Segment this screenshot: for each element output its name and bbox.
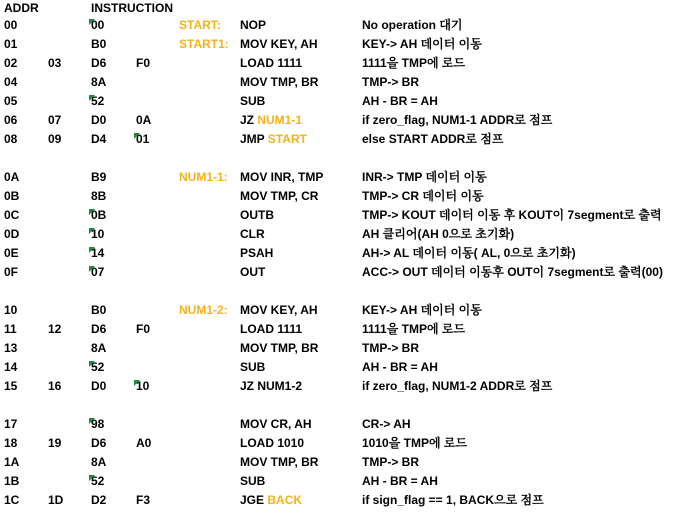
addr-cell[interactable]: 05 xyxy=(4,94,18,108)
opcode-cell[interactable]: 8A xyxy=(91,455,107,469)
description-cell[interactable]: AH - BR = AH xyxy=(362,474,438,488)
operand-cell[interactable]: 10 xyxy=(136,379,150,393)
addr-cell[interactable]: 0A xyxy=(4,170,20,184)
opcode-cell[interactable]: 8A xyxy=(91,75,107,89)
table-row xyxy=(0,54,683,73)
opcode-cell[interactable]: 07 xyxy=(91,265,105,279)
header-instruction: INSTRUCTION xyxy=(91,1,173,15)
addr2-cell[interactable]: 16 xyxy=(48,379,62,393)
description-cell[interactable]: AH - BR = AH xyxy=(362,94,438,108)
table-row xyxy=(0,434,683,453)
opcode-cell[interactable]: D6 xyxy=(91,322,107,336)
description-cell[interactable]: if zero_flag, NUM1-2 ADDR로 점프 xyxy=(362,379,553,393)
header-addr: ADDR xyxy=(4,1,39,15)
table-row xyxy=(0,16,683,35)
label-cell[interactable]: START: xyxy=(179,18,221,32)
addr-cell[interactable]: 1A xyxy=(4,455,20,469)
table-row xyxy=(0,358,683,377)
addr-cell[interactable]: 0B xyxy=(4,189,20,203)
addr2-cell[interactable]: 07 xyxy=(48,113,62,127)
description-cell[interactable]: TMP-> BR xyxy=(362,455,419,469)
instruction-cell[interactable]: MOV TMP, BR xyxy=(240,75,319,89)
opcode-cell[interactable]: 52 xyxy=(91,474,105,488)
operand-cell[interactable]: 0A xyxy=(136,113,152,127)
instruction-target-label: NUM1-1 xyxy=(257,113,303,127)
opcode-cell[interactable]: 52 xyxy=(91,94,105,108)
description-cell[interactable]: TMP-> KOUT 데이터 이동 후 KOUT이 7segment로 출력 xyxy=(362,208,662,222)
instruction-cell[interactable]: LOAD 1111 xyxy=(240,322,303,336)
instruction-cell[interactable]: OUTB xyxy=(240,208,274,222)
opcode-cell[interactable]: D6 xyxy=(91,56,107,70)
label-cell[interactable]: NUM1-1: xyxy=(179,170,228,184)
instruction-cell[interactable]: MOV TMP, BR xyxy=(240,341,319,355)
instruction-cell[interactable]: JZ NUM1-1 xyxy=(240,113,303,127)
table-row xyxy=(0,415,683,434)
table-row xyxy=(0,168,683,187)
table-row xyxy=(0,377,683,396)
addr-cell[interactable]: 0E xyxy=(4,246,19,260)
instruction-cell[interactable]: LOAD 1111 xyxy=(240,56,303,70)
description-cell[interactable]: TMP-> BR xyxy=(362,341,419,355)
addr-cell[interactable]: 11 xyxy=(4,322,17,336)
addr-cell[interactable]: 04 xyxy=(4,75,18,89)
instruction-target-label: BACK xyxy=(267,493,303,507)
description-cell[interactable]: AH - BR = AH xyxy=(362,360,438,374)
addr-cell[interactable]: 0D xyxy=(4,227,20,241)
instruction-cell[interactable]: MOV TMP, BR xyxy=(240,455,319,469)
opcode-cell[interactable]: D0 xyxy=(91,379,107,393)
opcode-cell[interactable]: B9 xyxy=(91,170,107,184)
instruction-cell[interactable]: SUB xyxy=(240,474,266,488)
opcode-cell[interactable]: 8B xyxy=(91,189,107,203)
table-row xyxy=(0,320,683,339)
addr-cell[interactable]: 1B xyxy=(4,474,20,488)
addr-cell[interactable]: 13 xyxy=(4,341,18,355)
description-cell[interactable]: INR-> TMP 데이터 이동 xyxy=(362,170,487,184)
operand-cell[interactable]: F0 xyxy=(136,322,151,336)
instruction-cell[interactable]: JGE BACK xyxy=(240,493,303,507)
instruction-cell[interactable]: MOV TMP, CR xyxy=(240,189,319,203)
opcode-cell[interactable]: B0 xyxy=(91,37,107,51)
table-row xyxy=(0,35,683,54)
table-row xyxy=(0,73,683,92)
description-cell[interactable]: CR-> AH xyxy=(362,417,411,431)
instruction-cell[interactable]: OUT xyxy=(240,265,266,279)
table-row xyxy=(0,263,683,282)
opcode-cell[interactable]: 14 xyxy=(91,246,105,260)
description-cell[interactable]: if zero_flag, NUM1-1 ADDR로 점프 xyxy=(362,113,553,127)
description-cell[interactable]: AH-> AL 데이터 이동( AL, 0으로 초기화) xyxy=(362,246,576,260)
description-cell[interactable]: KEY-> AH 데이터 이동 xyxy=(362,37,482,51)
addr-cell[interactable]: 02 xyxy=(4,56,18,70)
instruction-cell[interactable]: SUB xyxy=(240,360,266,374)
description-cell[interactable]: else START ADDR로 점프 xyxy=(362,132,504,146)
table-row xyxy=(0,225,683,244)
description-cell[interactable]: if sign_flag == 1, BACK으로 점프 xyxy=(362,493,544,507)
opcode-cell[interactable]: 8A xyxy=(91,341,107,355)
description-cell[interactable]: 1111을 TMP에 로드 xyxy=(362,322,466,336)
addr-cell[interactable]: 0F xyxy=(4,265,19,279)
addr-cell[interactable]: 1C xyxy=(4,493,20,507)
instruction-cell[interactable]: NOP xyxy=(240,18,267,32)
table-row xyxy=(0,339,683,358)
instruction-cell[interactable]: MOV CR, AH xyxy=(240,417,312,431)
description-cell[interactable]: 1111을 TMP에 로드 xyxy=(362,56,466,70)
instruction-cell[interactable]: MOV KEY, AH xyxy=(240,37,318,51)
instruction-cell[interactable]: JMP START xyxy=(240,132,307,146)
addr-cell[interactable]: 14 xyxy=(4,360,18,374)
opcode-cell[interactable]: D2 xyxy=(91,493,107,507)
table-row xyxy=(0,92,683,111)
addr-cell[interactable]: 00 xyxy=(4,18,18,32)
addr-cell[interactable]: 01 xyxy=(4,37,18,51)
table-row xyxy=(0,244,683,263)
instruction-target-label: START xyxy=(267,132,307,146)
table-row xyxy=(0,111,683,130)
instruction-cell[interactable]: MOV INR, TMP xyxy=(240,170,324,184)
table-row xyxy=(0,187,683,206)
opcode-cell[interactable]: 52 xyxy=(91,360,105,374)
opcode-cell[interactable]: 0B xyxy=(91,208,107,222)
operand-cell[interactable]: 01 xyxy=(136,132,150,146)
instruction-cell[interactable]: CLR xyxy=(240,227,265,241)
addr2-cell[interactable]: 09 xyxy=(48,132,62,146)
description-cell[interactable]: KEY-> AH 데이터 이동 xyxy=(362,303,482,317)
addr-cell[interactable]: 18 xyxy=(4,436,18,450)
operand-cell[interactable]: F0 xyxy=(136,56,151,70)
instruction-cell[interactable]: JZ NUM1-2 xyxy=(240,379,303,393)
addr-cell[interactable]: 08 xyxy=(4,132,18,146)
table-row xyxy=(0,301,683,320)
addr2-cell[interactable]: 03 xyxy=(48,56,62,70)
opcode-cell[interactable]: B0 xyxy=(91,303,107,317)
description-cell[interactable]: AH 클리어(AH 0으로 초기화) xyxy=(362,227,515,241)
addr-cell[interactable]: 0C xyxy=(4,208,20,222)
operand-cell[interactable]: A0 xyxy=(136,436,152,450)
table-row xyxy=(0,130,683,149)
description-cell[interactable]: 1010을 TMP에 로드 xyxy=(362,436,468,450)
addr-cell[interactable]: 15 xyxy=(4,379,18,393)
instruction-cell[interactable]: LOAD 1010 xyxy=(240,436,305,450)
opcode-cell[interactable]: D4 xyxy=(91,132,107,146)
table-row xyxy=(0,206,683,225)
label-cell[interactable]: NUM1-2: xyxy=(179,303,228,317)
addr-cell[interactable]: 10 xyxy=(4,303,18,317)
description-cell[interactable]: TMP-> CR 데이터 이동 xyxy=(362,189,484,203)
label-cell[interactable]: START1: xyxy=(179,37,229,51)
addr2-cell[interactable]: 19 xyxy=(48,436,62,450)
description-cell[interactable]: TMP-> BR xyxy=(362,75,419,89)
addr2-cell[interactable]: 1D xyxy=(48,493,64,507)
instruction-cell[interactable]: SUB xyxy=(240,94,266,108)
addr-cell[interactable]: 06 xyxy=(4,113,18,127)
instruction-cell[interactable]: PSAH xyxy=(240,246,274,260)
addr2-cell[interactable]: 12 xyxy=(48,322,62,336)
opcode-cell[interactable]: 00 xyxy=(91,18,105,32)
opcode-cell[interactable]: 98 xyxy=(91,417,105,431)
description-cell[interactable]: ACC-> OUT 데이터 이동후 OUT이 7segment로 출력(00) xyxy=(362,265,663,279)
opcode-cell[interactable]: 10 xyxy=(91,227,105,241)
table-row xyxy=(0,491,683,510)
opcode-cell[interactable]: D0 xyxy=(91,113,107,127)
table-row xyxy=(0,453,683,472)
instruction-cell[interactable]: MOV KEY, AH xyxy=(240,303,318,317)
opcode-cell[interactable]: D6 xyxy=(91,436,107,450)
operand-cell[interactable]: F3 xyxy=(136,493,151,507)
addr-cell[interactable]: 17 xyxy=(4,417,18,431)
table-row xyxy=(0,472,683,491)
description-cell[interactable]: No operation 대기 xyxy=(362,18,463,32)
